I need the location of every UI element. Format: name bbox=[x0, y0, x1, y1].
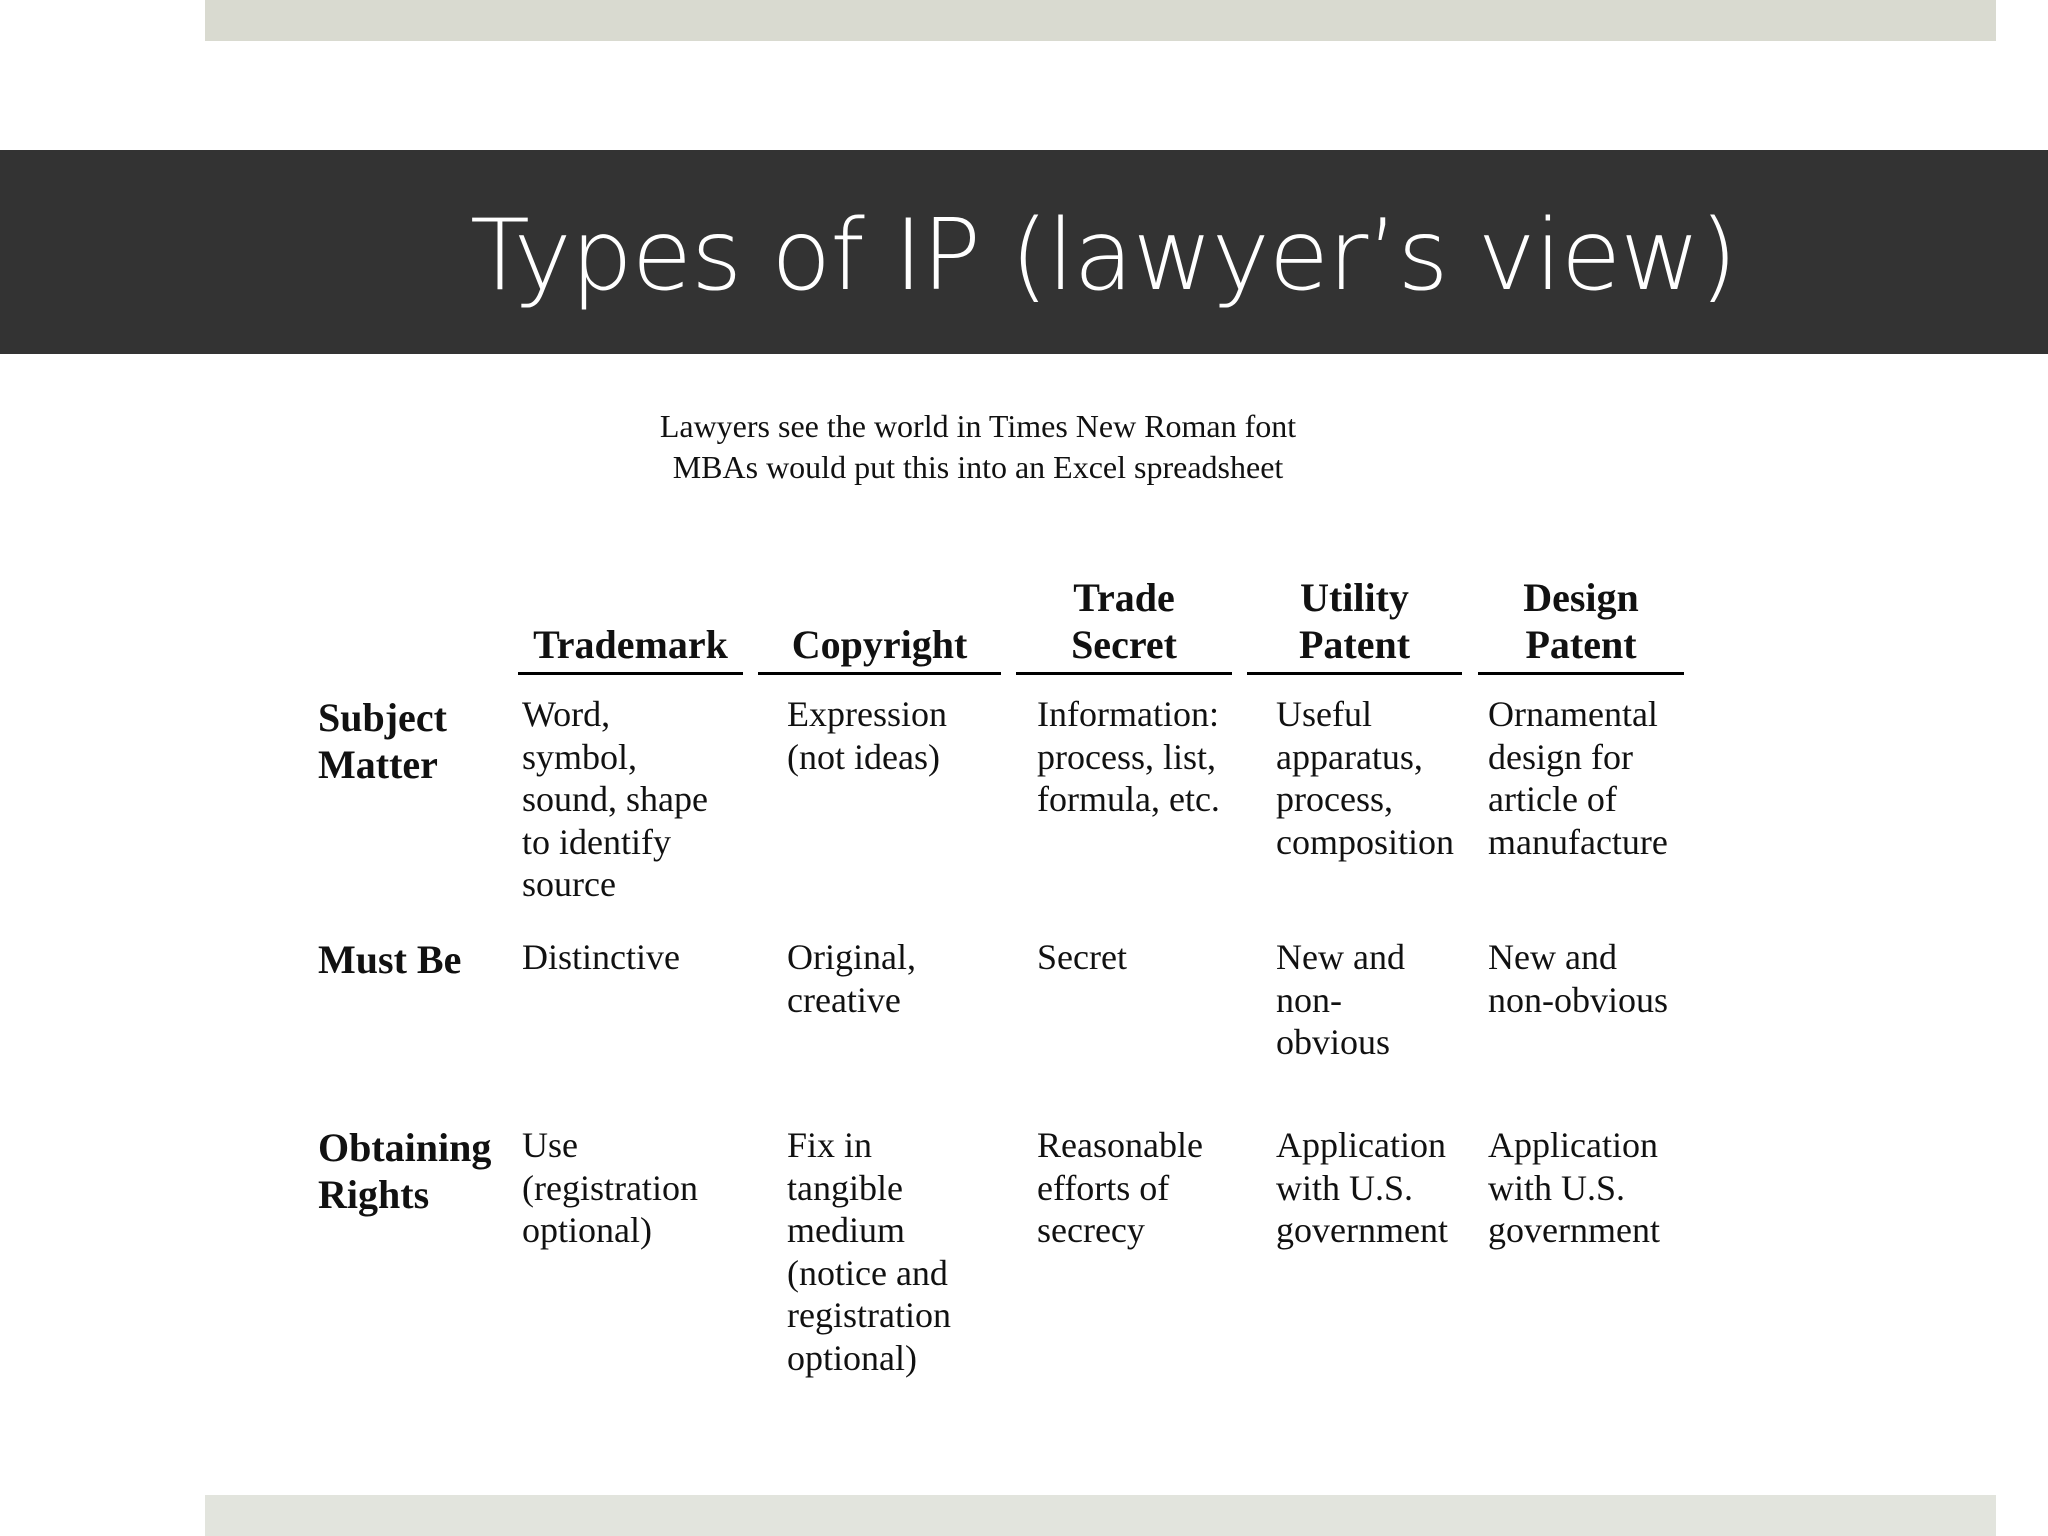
cell-line: Information: bbox=[1037, 694, 1219, 734]
cell-copyright-subject-matter bbox=[787, 693, 947, 778]
cell-utility-patent-must-be bbox=[1276, 936, 1405, 1064]
cell-line: article of bbox=[1488, 779, 1617, 819]
cell-line: Secret bbox=[1037, 937, 1127, 977]
row-label-line: Rights bbox=[318, 1172, 430, 1217]
cell-copyright-must-be bbox=[787, 936, 916, 1021]
cell-line: Application bbox=[1276, 1125, 1446, 1165]
cell-line: Original, bbox=[787, 937, 916, 977]
top-accent-bar bbox=[205, 0, 1996, 41]
cell-copyright-obtaining-rights bbox=[787, 1124, 951, 1379]
slide-title: Types of IP (lawyer’s view) bbox=[470, 199, 1737, 313]
column-header-utility-patent bbox=[1247, 574, 1462, 675]
cell-trademark-obtaining-rights bbox=[522, 1124, 698, 1252]
cell-trade-secret-obtaining-rights bbox=[1037, 1124, 1203, 1252]
cell-line: Ornamental bbox=[1488, 694, 1658, 734]
cell-line: manufacture bbox=[1488, 821, 1668, 862]
row-label-line: Subject bbox=[318, 695, 447, 740]
column-header-copyright bbox=[758, 621, 1001, 675]
cell-line: New and bbox=[1276, 937, 1405, 977]
cell-line: obvious bbox=[1276, 1022, 1391, 1062]
column-header-trade-secret bbox=[1016, 574, 1232, 675]
row-label-line: Matter bbox=[318, 742, 438, 787]
cell-line: Use bbox=[522, 1125, 578, 1165]
cell-line: Distinctive bbox=[522, 937, 680, 977]
cell-line: Word, bbox=[522, 694, 611, 734]
row-label-subject-matter bbox=[318, 694, 447, 788]
row-label-must-be bbox=[318, 936, 461, 983]
cell-line: creative bbox=[787, 979, 901, 1020]
row-label-line: Obtaining bbox=[318, 1125, 492, 1170]
cell-line: composition bbox=[1276, 821, 1454, 862]
cell-line: apparatus, bbox=[1276, 736, 1423, 777]
cell-line: formula, etc. bbox=[1037, 779, 1220, 819]
cell-line: (notice and bbox=[787, 1252, 948, 1293]
cell-line: design for bbox=[1488, 736, 1633, 777]
column-header-line: Trademark bbox=[533, 622, 728, 667]
cell-trade-secret-must-be bbox=[1037, 936, 1127, 979]
cell-line: government bbox=[1276, 1210, 1448, 1250]
column-header-design-patent bbox=[1478, 574, 1684, 675]
cell-line: (not ideas) bbox=[787, 736, 940, 777]
cell-line: to identify bbox=[522, 821, 671, 862]
cell-design-patent-must-be bbox=[1488, 936, 1668, 1021]
cell-line: with U.S. bbox=[1488, 1167, 1626, 1208]
cell-line: non- bbox=[1276, 979, 1342, 1020]
cell-utility-patent-subject-matter bbox=[1276, 693, 1454, 863]
column-header-line: Design bbox=[1523, 575, 1639, 620]
column-header-line: Secret bbox=[1071, 622, 1177, 667]
cell-line: government bbox=[1488, 1210, 1660, 1250]
cell-line: tangible bbox=[787, 1167, 903, 1208]
cell-line: Reasonable bbox=[1037, 1125, 1203, 1165]
row-label-obtaining-rights bbox=[318, 1124, 491, 1218]
cell-line: optional) bbox=[522, 1210, 652, 1250]
cell-trademark-must-be bbox=[522, 936, 680, 979]
cell-design-patent-subject-matter bbox=[1488, 693, 1668, 863]
cell-line: with U.S. bbox=[1276, 1167, 1414, 1208]
cell-trademark-subject-matter bbox=[522, 693, 708, 906]
cell-line: Expression bbox=[787, 694, 947, 734]
column-header-line: Patent bbox=[1298, 622, 1411, 667]
cell-line: Application bbox=[1488, 1125, 1658, 1165]
cell-line: optional) bbox=[787, 1337, 917, 1378]
cell-line: efforts of bbox=[1037, 1167, 1170, 1208]
cell-utility-patent-obtaining-rights bbox=[1276, 1124, 1448, 1252]
cell-line: Fix in bbox=[787, 1125, 873, 1165]
column-header-line: Copyright bbox=[791, 622, 968, 667]
cell-line: registration bbox=[787, 1295, 951, 1335]
cell-trade-secret-subject-matter bbox=[1037, 693, 1220, 821]
column-header-line: Trade bbox=[1073, 575, 1175, 620]
cell-line: sound, shape bbox=[522, 779, 708, 819]
row-label-line: Must Be bbox=[318, 937, 462, 982]
subtitle-line-2: MBAs would put this into an Excel spreadsheet bbox=[672, 449, 1284, 485]
cell-design-patent-obtaining-rights bbox=[1488, 1124, 1660, 1252]
cell-line: process, bbox=[1276, 779, 1393, 819]
cell-line: New and bbox=[1488, 937, 1617, 977]
column-header-line: Patent bbox=[1525, 622, 1637, 667]
cell-line: process, list, bbox=[1037, 736, 1216, 777]
column-header-line: Utility bbox=[1300, 575, 1409, 620]
cell-line: medium bbox=[787, 1210, 905, 1250]
cell-line: symbol, bbox=[522, 736, 638, 777]
cell-line: Useful bbox=[1276, 694, 1372, 734]
bottom-accent-bar bbox=[205, 1495, 1996, 1536]
subtitle-line-1: Lawyers see the world in Times New Roman font bbox=[659, 408, 1297, 444]
cell-line: non-obvious bbox=[1488, 979, 1668, 1020]
cell-line: (registration bbox=[522, 1167, 698, 1208]
cell-line: secrecy bbox=[1037, 1210, 1145, 1250]
column-header-trademark bbox=[518, 621, 743, 675]
cell-line: source bbox=[522, 864, 616, 904]
